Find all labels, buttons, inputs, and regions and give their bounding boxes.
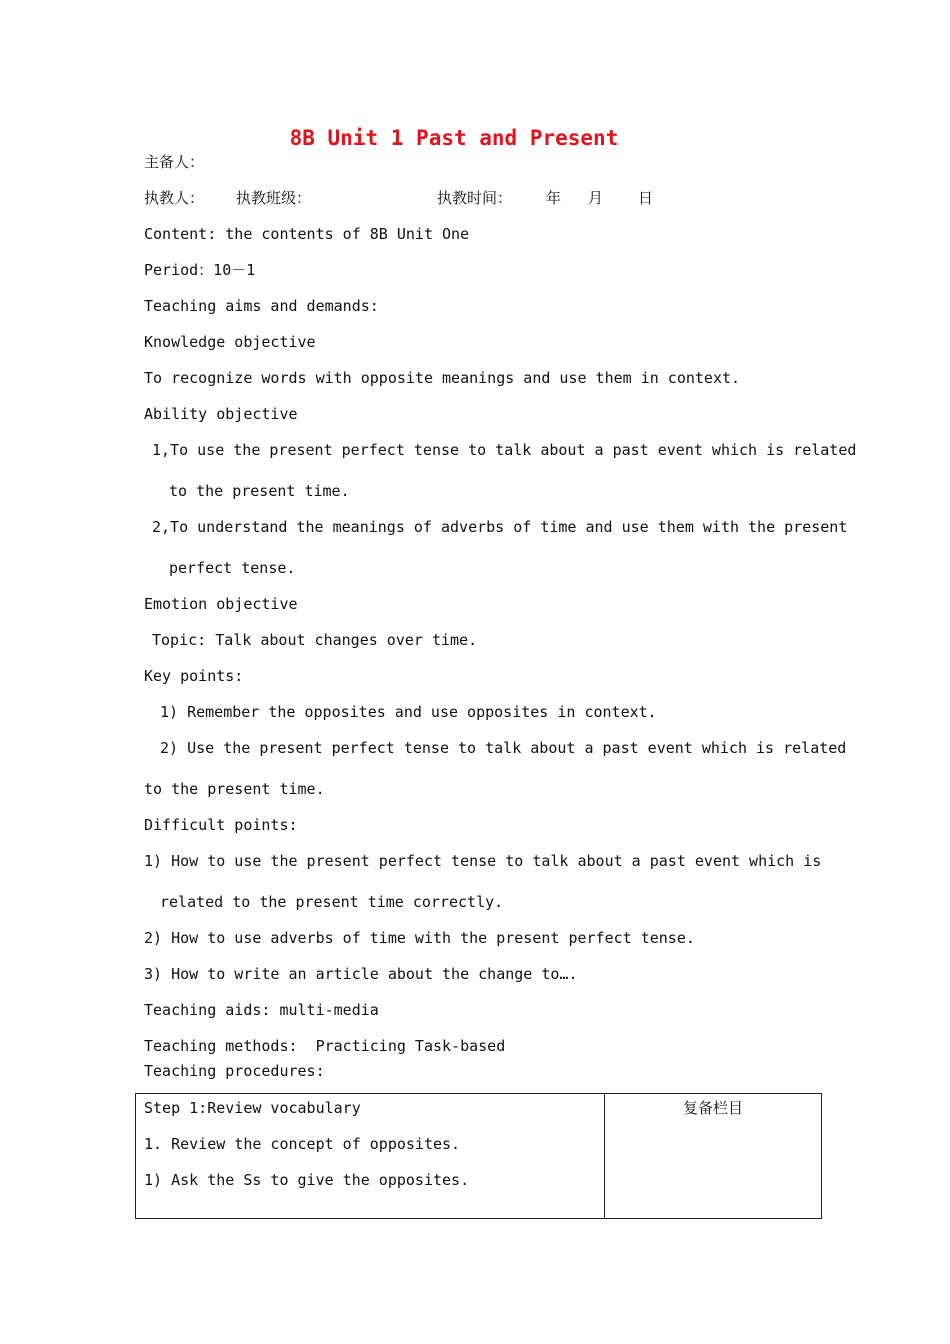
key-point-2-cont: to the present time.: [144, 780, 325, 798]
difficult-points-heading: Difficult points:: [144, 816, 298, 834]
preparer-label: 主备人：: [144, 153, 205, 171]
time-label: 执教时间：: [437, 189, 513, 207]
knowledge-heading: Knowledge objective: [144, 333, 316, 351]
key-point-1: 1) Remember the opposites and use opposites in context.: [160, 703, 657, 721]
ability-item-1-cont: to the present time.: [169, 482, 350, 500]
month-label: 月: [588, 189, 604, 207]
ability-item-1: 1,To use the present perfect tense to talk about a past event which is related: [152, 441, 857, 459]
period-line: Period：10－1: [144, 261, 256, 279]
ability-item-2: 2,To understand the meanings of adverbs of time and use them with the present: [152, 518, 848, 536]
revision-notes-cell: [605, 1094, 822, 1219]
emotion-heading: Emotion objective: [144, 595, 298, 613]
ability-item-2-cont: perfect tense.: [169, 559, 296, 577]
class-label: 执教班级：: [236, 189, 312, 207]
procedures-table: [135, 1093, 822, 1219]
day-label: 日: [638, 189, 654, 207]
procedure-cell: [136, 1094, 605, 1219]
teaching-methods: Teaching methods: Practicing Task-based: [144, 1037, 506, 1055]
emotion-topic: Topic: Talk about changes over time.: [152, 631, 478, 649]
difficult-point-1-cont: related to the present time correctly.: [160, 893, 504, 911]
key-points-heading: Key points:: [144, 667, 244, 685]
knowledge-text: To recognize words with opposite meanings and use them in context.: [144, 369, 741, 387]
content-line: Content: the contents of 8B Unit One: [144, 225, 470, 243]
table-row: [136, 1094, 822, 1219]
revision-notes-header: 复备栏目: [682, 1099, 743, 1117]
teaching-aids: Teaching aids: multi-media: [144, 1001, 379, 1019]
difficult-point-3: 3) How to write an article about the change to….: [144, 965, 578, 983]
key-point-2: 2) Use the present perfect tense to talk about a past event which is related: [160, 739, 847, 757]
aims-heading: Teaching aims and demands:: [144, 297, 379, 315]
step-item-1-1: 1) Ask the Ss to give the opposites.: [144, 1171, 470, 1189]
teacher-info-row: [0, 188, 950, 208]
step-item-1: 1. Review the concept of opposites.: [144, 1135, 461, 1153]
teaching-procedures-heading: Teaching procedures:: [144, 1062, 325, 1080]
difficult-point-1: 1) How to use the present perfect tense to talk about a past event which is: [144, 852, 822, 870]
difficult-point-2: 2) How to use adverbs of time with the present perfect tense.: [144, 929, 695, 947]
ability-heading: Ability objective: [144, 405, 298, 423]
document-title: 8B Unit 1 Past and Present: [289, 126, 619, 150]
step-label: Step 1:Review vocabulary: [144, 1099, 361, 1117]
year-label: 年: [546, 189, 562, 207]
teacher-label: 执教人：: [144, 189, 205, 207]
